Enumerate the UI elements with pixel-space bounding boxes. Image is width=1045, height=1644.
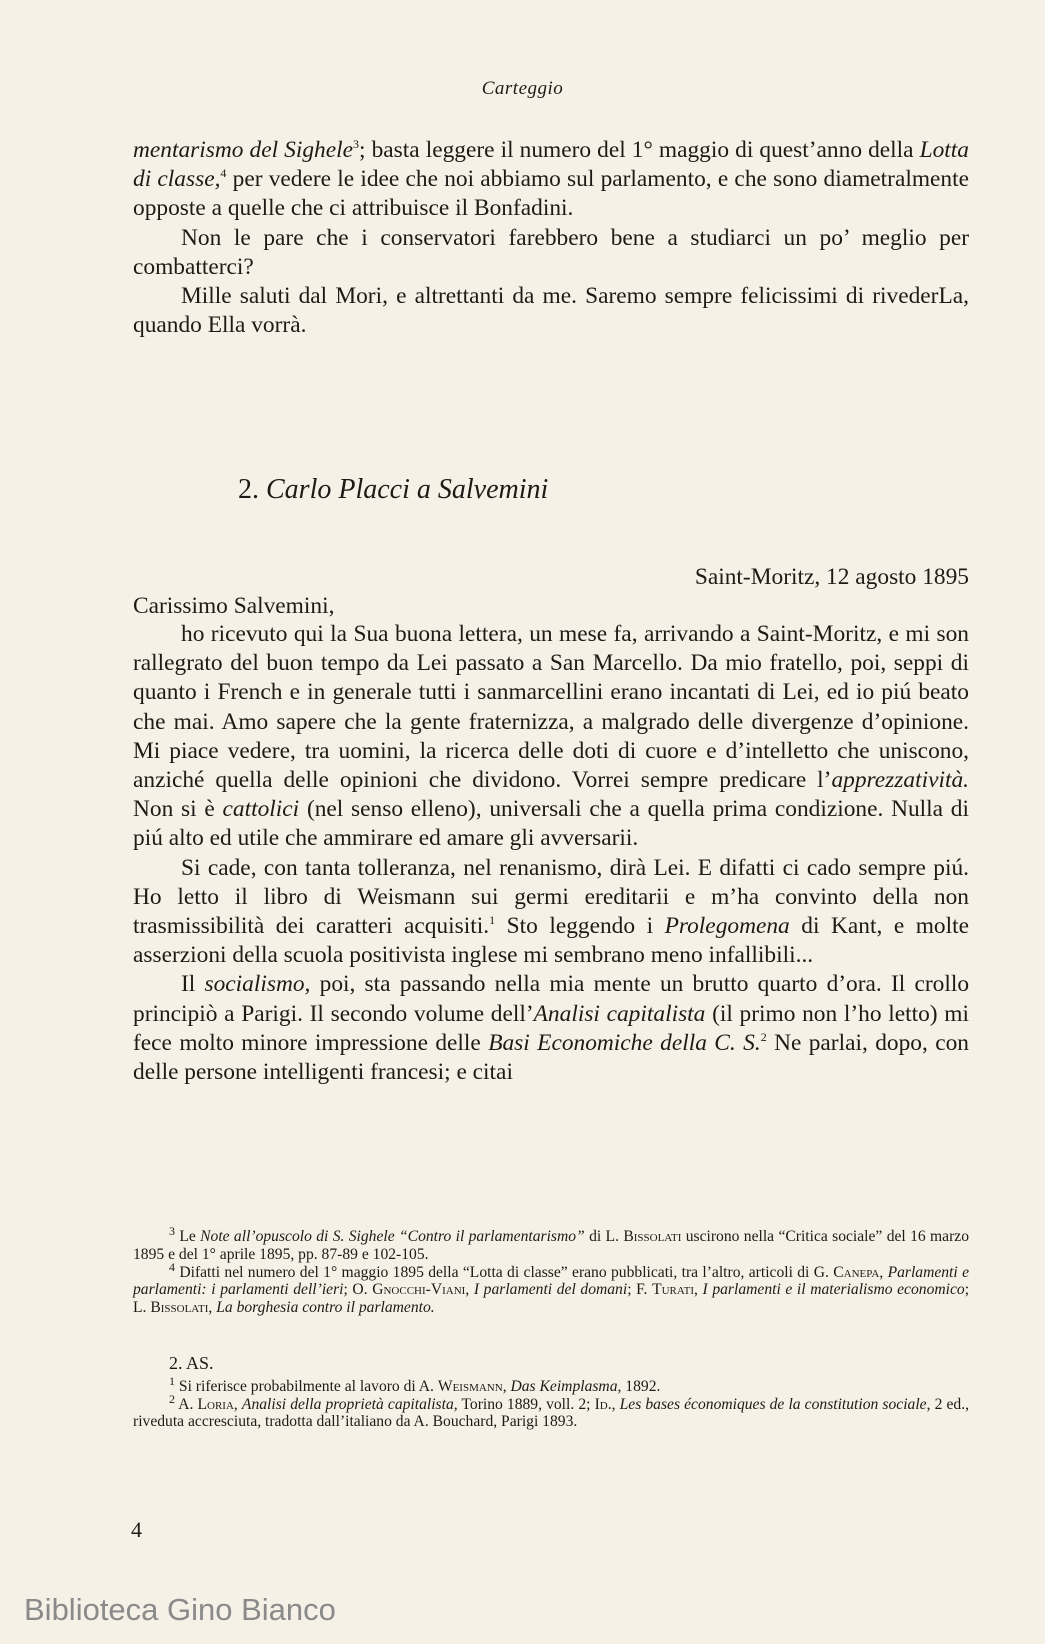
- body-text: Sto leggendo i: [495, 913, 665, 940]
- paragraph: [133, 854, 969, 971]
- section-number: 2.: [238, 474, 259, 505]
- section-title-text: Carlo Placci a Salvemini: [266, 474, 549, 505]
- emphasis-text: Basi Economiche della C. S.: [488, 1029, 761, 1056]
- body-text: di Kant, e molte asserzioni della scuola positivista inglese mi sembrano meno infallibili...: [133, 913, 969, 969]
- footnote-text: ,: [502, 1377, 511, 1395]
- page-number: 4: [131, 1517, 142, 1542]
- footnote-ref-3[interactable]: 3: [353, 137, 360, 152]
- footnote-ref-2[interactable]: 2: [760, 1030, 767, 1045]
- letter-body: [133, 620, 969, 1087]
- author-name: Id.: [594, 1395, 612, 1413]
- footnote-text: , Torino 1889, voll. 2;: [453, 1395, 595, 1413]
- footnote-text: , 2 ed., riveduta accresciuta, tradotta dall’italiano da A. Bouchard, Parigi 1893.: [133, 1395, 969, 1431]
- footnote-text: uscirono nella “Critica sociale” del 16 marzo 1895 e del 1° aprile 1895, pp. 87-89 e 102-105.: [133, 1228, 969, 1263]
- author-name: Canepa: [833, 1263, 880, 1281]
- body-text: ho ricevuto qui la Sua buona lettera, un mese fa, arrivando a Saint-Moritz, e mi son rallegrato del buon tempo da Lei passato a San Marcello. Da mio fratello, poi, seppi di quanto i French e in generale tutti i sanmarcellini erano incantati di Lei, ed io piú beato che mai. Amo sapere che la gente fraternizza, a malgrado delle divergenze d’opinione. Mi piace vedere, tra uomini, la ricerca delle doti di cuore e d’intelletto che uniscono, anziché quella delle opinioni che dividono. Vorrei sempre predicare l’: [133, 621, 969, 794]
- footnote-3: [133, 1223, 969, 1264]
- author-name: Weismann: [437, 1377, 503, 1395]
- body-text: Si cade, con tanta tolleranza, nel renanismo, dirà Lei. E difatti ci cado sempre piú. Ho letto il libro di Weismann sui germi ereditarii e m’ha convinto della non trasmissibilità dei caratteri acquisiti.: [133, 854, 969, 940]
- archive-source: 2. AS.: [169, 1353, 214, 1373]
- paragraph: Non le pare che i conservatori farebbero bene a studiarci un po’ meglio per combatterci?: [133, 224, 969, 280]
- footnote-text: Difatti nel numero del 1° maggio 1895 della “Lotta di classe” erano pubblicati, tra l’altro, articoli di G.: [175, 1263, 834, 1281]
- emphasis-text: apprezzatività.: [831, 767, 969, 794]
- footnote-ref-1[interactable]: 1: [489, 913, 496, 928]
- footnote-title: Parlamenti e parlamenti: i parlamenti dell’ieri: [133, 1263, 969, 1299]
- footnote-title: La borghesia contro il parlamento.: [216, 1299, 435, 1317]
- emphasis-text: mentarismo del Sighele: [133, 137, 354, 163]
- previous-letter-continuation: [133, 136, 969, 340]
- footnote-text: ; F.: [627, 1281, 653, 1299]
- footnote-text: Le: [175, 1228, 201, 1245]
- footnote-1: [133, 1373, 969, 1396]
- footnote-text: ,: [208, 1299, 217, 1317]
- body-text: poi, sta passando nella mia mente un brutto quarto d’ora. Il crollo principiò a Parigi. Il secondo volume dell’: [133, 971, 970, 1027]
- footnote-text: ,: [879, 1263, 888, 1281]
- footnote-text: ; L.: [133, 1281, 970, 1317]
- footnote-title: Das Keimplasma: [510, 1377, 618, 1395]
- emphasis-text: Prolegomena: [664, 913, 790, 940]
- author-name: Gnocchi-Viani: [372, 1281, 466, 1299]
- footnote-text: di L.: [584, 1228, 624, 1245]
- body-text: per vedere le idee che noi abbiamo sul parlamento, e che sono diametralmente opposte a quelle che ci attribuisce il Bonfadini.: [133, 166, 969, 222]
- running-head: Carteggio: [481, 78, 564, 99]
- emphasis-text: socialismo,: [204, 971, 311, 998]
- footnote-text: ,: [694, 1281, 703, 1299]
- body-text: (nel senso elleno), universali che a quella prima condizione. Nulla di piú alto ed utile che ammirare ed amare gli avversarii.: [133, 796, 970, 852]
- body-text: Non si è: [133, 796, 223, 823]
- footnote-text: ,: [233, 1395, 242, 1413]
- author-name: Bissolati: [150, 1299, 209, 1317]
- footnote-number: 4: [169, 1259, 175, 1274]
- footnote-number: 1: [169, 1373, 175, 1388]
- footnotes-letter: [133, 1355, 969, 1431]
- footnote-2: [133, 1391, 969, 1432]
- footnote-title: I parlamenti e il materialismo economico: [702, 1281, 965, 1299]
- body-text: ; basta leggere il numero del 1° maggio di quest’anno della: [359, 137, 920, 163]
- salutation: Carissimo Salvemini,: [133, 593, 335, 619]
- section-title: [238, 474, 548, 506]
- footnote-number: 2: [169, 1391, 175, 1406]
- footnote-title: Les bases économiques de la constitution sociale: [619, 1395, 927, 1413]
- paragraph: [133, 970, 969, 1087]
- body-text: (il primo non l’ho letto) mi fece molto minore impressione delle: [133, 1000, 969, 1056]
- footnote-title: Note all’opuscolo di S. Sighele “Contro il parlamentarismo”: [200, 1228, 585, 1245]
- paragraph: [133, 136, 969, 224]
- footnotes-previous-letter: [133, 1223, 970, 1317]
- footnote-number: 3: [169, 1223, 175, 1238]
- footnote-text: , 1892.: [617, 1377, 661, 1395]
- footnote-title: Analisi della proprietà capitalista: [241, 1395, 454, 1413]
- dateline: Saint-Moritz, 12 agosto 1895: [694, 564, 969, 590]
- footnote-text: A.: [175, 1395, 198, 1413]
- author-name: Bissolati: [623, 1228, 682, 1245]
- emphasis-text: Analisi capitalista: [533, 1000, 706, 1027]
- footnote-ref-4[interactable]: 4: [220, 166, 227, 181]
- emphasis-text: Lotta di classe,: [133, 137, 969, 193]
- author-name: Loria: [197, 1395, 234, 1413]
- footnote-text: Si riferisce probabilmente al lavoro di A.: [175, 1377, 438, 1395]
- footnote-text: ,: [611, 1395, 620, 1413]
- footnote-title: I parlamenti del domani: [473, 1281, 628, 1299]
- emphasis-text: cattolici: [222, 796, 300, 823]
- body-text: Ne parlai, dopo, con delle persone intelligenti francesi; e citai: [133, 1029, 969, 1086]
- author-name: Turati: [652, 1281, 694, 1299]
- paragraph: [133, 620, 969, 854]
- paragraph: Mille saluti dal Mori, e altrettanti da me. Saremo sempre felicissimi di rivederLa, quando Ella vorrà.: [133, 283, 969, 339]
- body-text: Il: [181, 971, 205, 998]
- footnote-text: ,: [465, 1281, 474, 1299]
- footnote-text: ; O.: [343, 1281, 373, 1299]
- footnote-4: [133, 1259, 970, 1317]
- library-watermark: Biblioteca Gino Bianco: [24, 1592, 336, 1627]
